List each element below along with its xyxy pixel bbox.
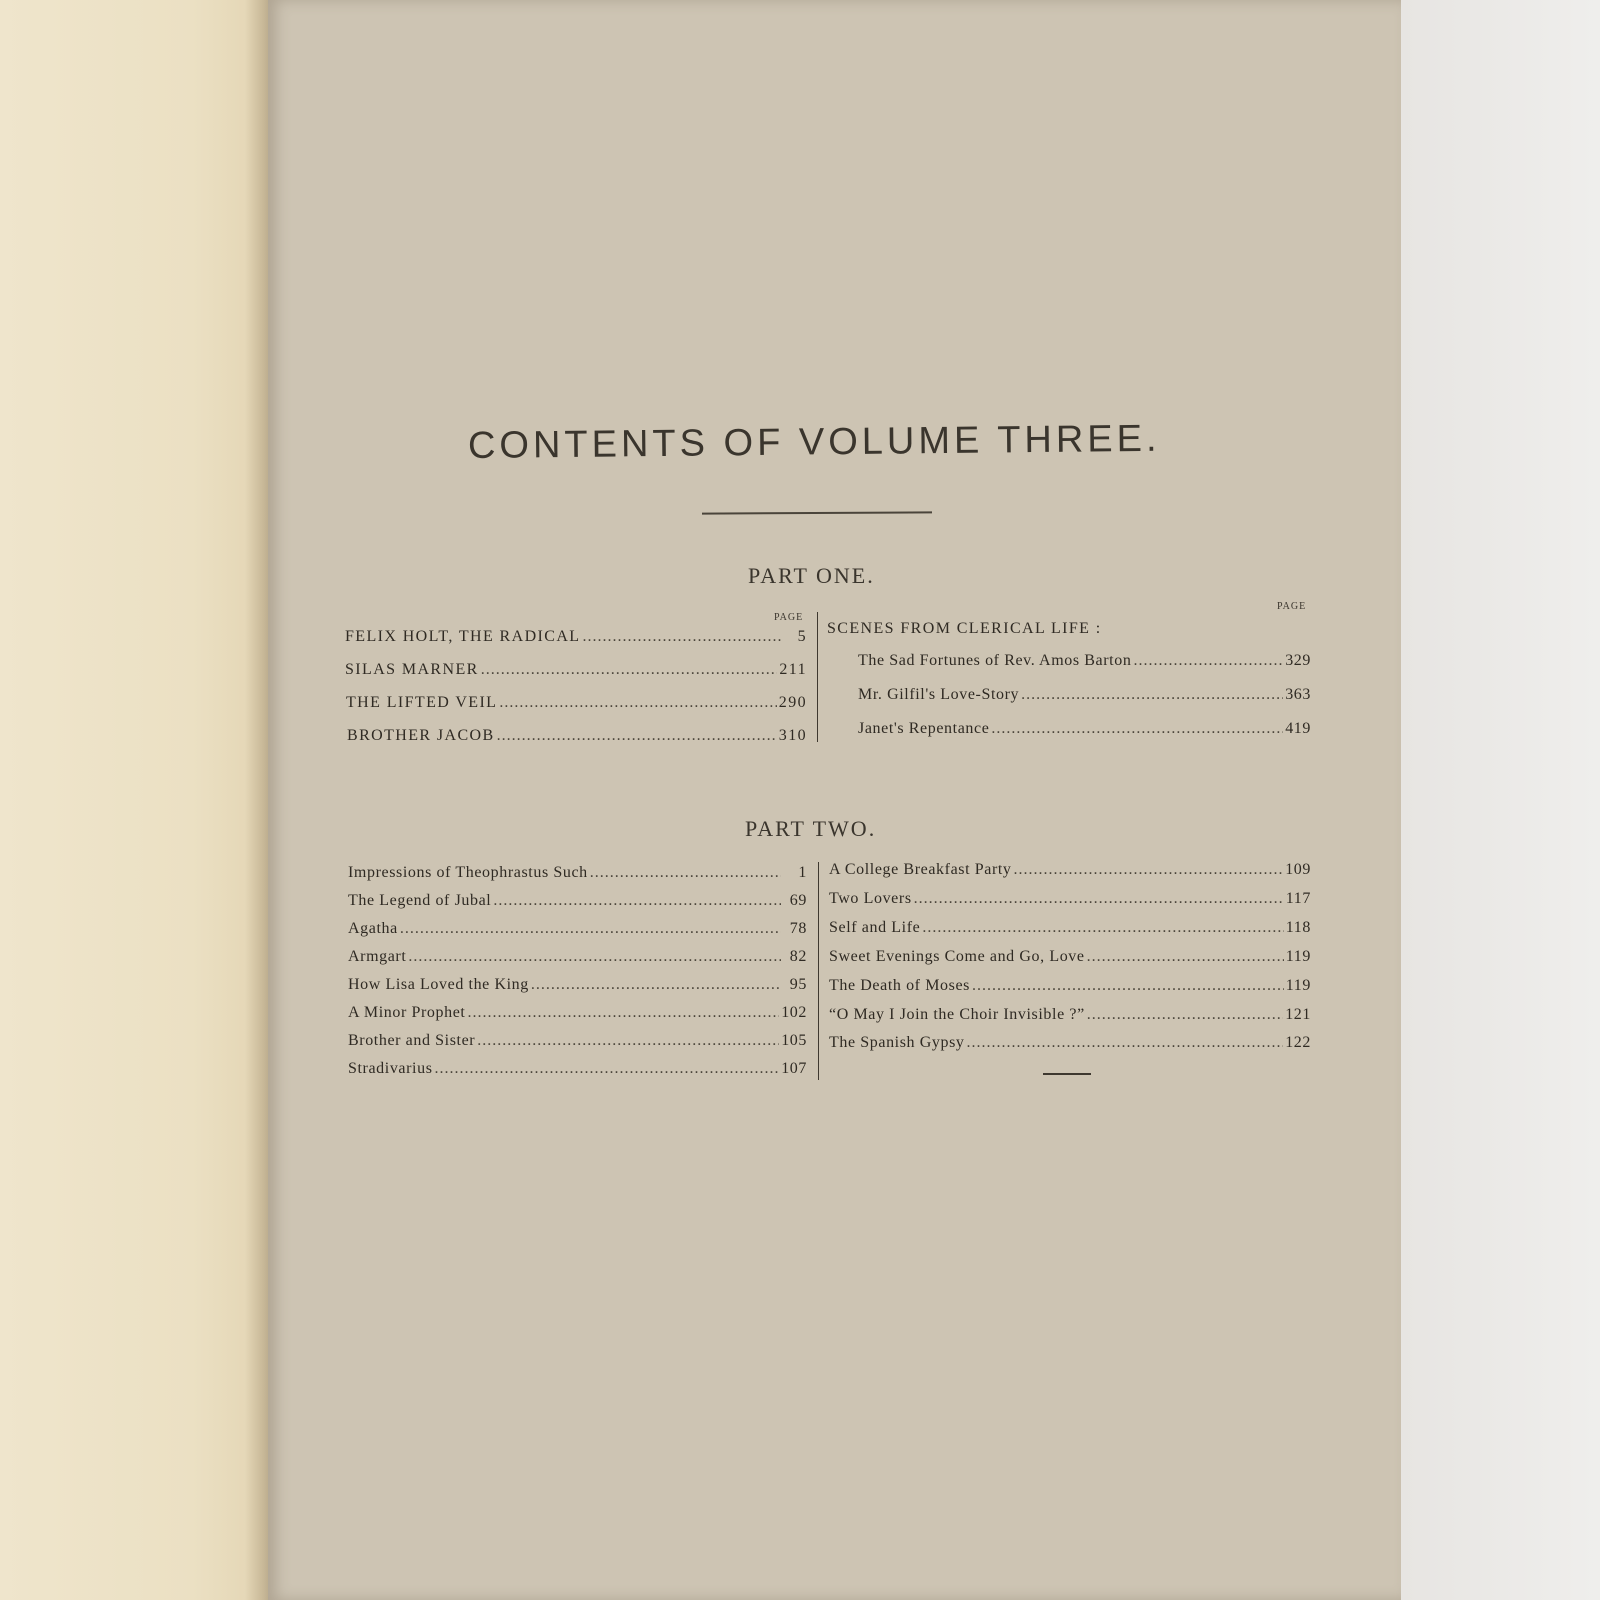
column-divider <box>818 862 819 1080</box>
toc-entry-title: Self and Life <box>829 919 921 936</box>
toc-entry[interactable] <box>829 1006 1311 1024</box>
toc-entry-page: 363 <box>1285 686 1311 703</box>
toc-entry[interactable] <box>348 1060 807 1078</box>
column-divider <box>817 612 818 742</box>
toc-entry[interactable] <box>829 861 1311 879</box>
toc-entry[interactable] <box>829 977 1311 995</box>
toc-entry-page: 118 <box>1285 919 1311 936</box>
toc-entry[interactable] <box>348 864 807 882</box>
section-heading: SCENES FROM CLERICAL LIFE : <box>827 620 1102 637</box>
toc-entry-page: 121 <box>1285 1006 1311 1023</box>
dot-leader <box>499 694 776 712</box>
dot-leader <box>922 919 1283 937</box>
toc-entry-title: Two Lovers <box>829 890 912 907</box>
part-two-heading: PART TWO. <box>745 816 877 841</box>
dot-leader <box>493 892 781 910</box>
dot-leader <box>1087 948 1284 966</box>
right-page <box>268 0 1401 1600</box>
dot-leader <box>972 977 1284 995</box>
dot-leader <box>914 890 1284 908</box>
toc-entry-page: 310 <box>778 727 807 744</box>
toc-entry-title: A Minor Prophet <box>348 1004 466 1021</box>
toc-entry[interactable] <box>348 920 807 938</box>
toc-entry-title: How Lisa Loved the King <box>348 976 529 993</box>
toc-entry-page: 5 <box>797 628 807 645</box>
dot-leader <box>991 720 1283 738</box>
toc-entry[interactable] <box>858 686 1311 704</box>
page-column-label-right: PAGE <box>1277 601 1307 612</box>
toc-entry-title: Janet's Repentance <box>858 720 990 737</box>
dot-leader <box>497 727 777 745</box>
toc-entry[interactable] <box>345 661 807 679</box>
toc-entry-page: 95 <box>789 976 807 993</box>
dot-leader <box>477 1032 779 1050</box>
toc-entry-title: Sweet Evenings Come and Go, Love <box>829 948 1085 965</box>
end-rule <box>1043 1073 1091 1075</box>
toc-entry[interactable] <box>858 720 1311 738</box>
toc-entry-page: 102 <box>781 1004 807 1021</box>
toc-entry-page: 1 <box>798 864 807 881</box>
dot-leader <box>408 948 781 966</box>
dot-leader <box>582 628 781 646</box>
toc-entry[interactable] <box>829 890 1311 908</box>
toc-entry-page: 290 <box>778 694 807 711</box>
dot-leader <box>967 1034 1284 1052</box>
toc-entry-page: 105 <box>781 1032 807 1049</box>
toc-entry-title: The Sad Fortunes of Rev. Amos Barton <box>858 652 1132 669</box>
dot-leader <box>400 920 781 938</box>
toc-entry-title: “O May I Join the Choir Invisible ?” <box>829 1006 1085 1023</box>
dot-leader <box>531 976 781 994</box>
toc-entry-page: 329 <box>1285 652 1311 669</box>
toc-entry[interactable] <box>348 948 807 966</box>
toc-entry-page: 211 <box>779 661 807 678</box>
dot-leader <box>1021 686 1283 704</box>
toc-entry-title: A College Breakfast Party <box>829 861 1012 878</box>
toc-entry-title: SILAS MARNER <box>345 661 479 678</box>
dot-leader <box>467 1004 779 1022</box>
toc-entry-title: Stradivarius <box>348 1060 433 1077</box>
toc-entry-title: Agatha <box>348 920 398 937</box>
dot-leader <box>1014 861 1284 879</box>
toc-entry-page: 69 <box>789 892 807 909</box>
toc-entry-page: 117 <box>1285 890 1311 907</box>
toc-entry-title: The Death of Moses <box>829 977 970 994</box>
left-page <box>0 0 275 1600</box>
toc-entry-title: BROTHER JACOB <box>347 727 495 744</box>
background-surface <box>1401 0 1600 1600</box>
page-column-label-left: PAGE <box>774 612 804 623</box>
toc-entry-title: FELIX HOLT, THE RADICAL <box>345 628 581 645</box>
dot-leader <box>590 864 781 882</box>
dot-leader <box>435 1060 780 1078</box>
toc-entry-page: 119 <box>1285 977 1311 994</box>
toc-entry-page: 109 <box>1285 861 1311 878</box>
toc-entry[interactable] <box>345 628 807 646</box>
dot-leader <box>481 661 778 679</box>
toc-entry-page: 122 <box>1285 1034 1311 1051</box>
toc-entry-title: The Spanish Gypsy <box>829 1034 965 1051</box>
dot-leader <box>1133 652 1283 670</box>
toc-entry[interactable] <box>348 976 807 994</box>
toc-entry[interactable] <box>829 919 1311 937</box>
page-title: CONTENTS OF VOLUME THREE. <box>467 417 1161 467</box>
toc-entry-page: 119 <box>1285 948 1311 965</box>
toc-entry[interactable] <box>348 1032 807 1050</box>
toc-entry[interactable] <box>829 948 1311 966</box>
toc-entry-title: Mr. Gilfil's Love-Story <box>858 686 1020 703</box>
part-one-heading: PART ONE. <box>748 563 875 588</box>
toc-entry-title: THE LIFTED VEIL <box>346 694 498 711</box>
toc-entry-page: 78 <box>789 920 807 937</box>
toc-entry[interactable] <box>346 694 807 712</box>
toc-entry-title: The Legend of Jubal <box>348 892 492 909</box>
toc-entry[interactable] <box>347 727 807 745</box>
toc-entry[interactable] <box>829 1034 1311 1052</box>
toc-entry-title: Brother and Sister <box>348 1032 476 1049</box>
toc-entry-page: 107 <box>781 1060 807 1077</box>
toc-entry[interactable] <box>348 1004 807 1022</box>
toc-entry[interactable] <box>858 652 1311 670</box>
toc-entry-page: 419 <box>1285 720 1311 737</box>
dot-leader <box>1087 1006 1283 1024</box>
toc-entry-title: Impressions of Theophrastus Such <box>348 864 588 881</box>
toc-entry[interactable] <box>348 892 807 910</box>
toc-entry-title: Armgart <box>348 948 407 965</box>
toc-entry-page: 82 <box>789 948 807 965</box>
